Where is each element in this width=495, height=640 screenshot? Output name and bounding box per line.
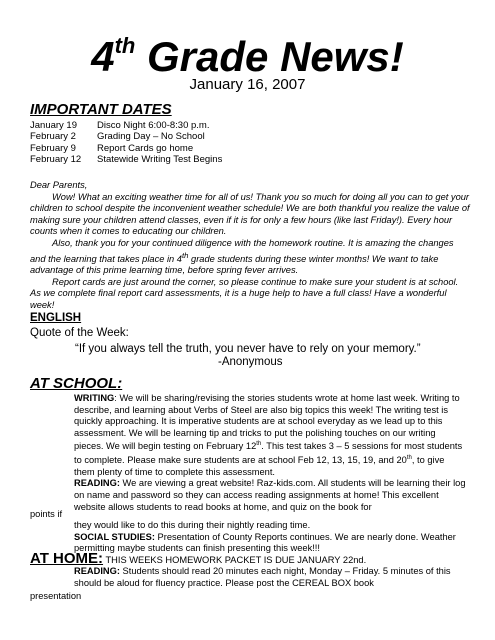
issue-date: January 16, 2007: [189, 76, 306, 93]
reading-text: We are viewing a great website! Raz-kids.com. All students will be learning their log on name and password so they can access reading assignments at home! This excellent website allows students to read books at home, and quiz on the book for: [74, 478, 466, 512]
writing-superscript: th: [406, 455, 412, 462]
title-number: 4: [91, 33, 115, 80]
date-row: [30, 120, 222, 131]
parent-letter: [30, 180, 470, 312]
letter-superscript: th: [181, 250, 189, 260]
social-studies-text: Presentation of County Reports continues. We are nearly done. Weather permitting maybe students can finish presenting this week!!!: [74, 531, 456, 554]
quote-author: -Anonymous: [218, 356, 283, 368]
homework-packet-text: THIS WEEKS HOMEWORK PACKET IS DUE JANUARY 22nd.: [103, 555, 367, 565]
at-home-line: [30, 550, 366, 567]
writing-superscript: th: [256, 441, 262, 448]
event-cell: Grading Day – No School: [97, 131, 205, 143]
date-cell: February 2: [30, 131, 76, 143]
letter-paragraph: Report cards are just around the corner, so please continue to make sure your student is at school. As we complete final report card assessments, it is a huge help to have a full class! Have a wonderful week!: [30, 276, 459, 311]
writing-label: WRITING: [74, 393, 115, 403]
date-cell: February 12: [30, 153, 82, 165]
home-reading-text: Students should read 20 minutes each night, Monday – Friday. 5 minutes of this should be aloud for fluency practice. Please post the CEREAL BOX book: [74, 566, 451, 588]
quote-text: “If you always tell the truth, you never have to rely on your memory.”: [75, 343, 421, 355]
at-school-section: [74, 393, 466, 513]
event-cell: Report Cards go home: [97, 142, 194, 154]
letter-text: Also, thank you for your continued diligence with the homework routine. It is amazing the changes and the learning that takes place in 4: [30, 237, 454, 264]
reading-overflow-text: points if: [30, 509, 63, 519]
writing-text: . This test takes 3 – 5 sessions for most students to complete. Please make sure students are at school Feb 12, 13, 15, 19, and 20: [74, 441, 463, 466]
at-home-section: [74, 566, 466, 589]
presentation-text: presentation: [30, 591, 82, 601]
writing-text: : We will be sharing/revising the stories students wrote at home last week. Writing to describe, and learning about Verbs of Steel are also big topics this week! The writing test is quickly approaching. It is imperative students are at school everyday as we lead up to this assessment. We will be learning tip and tricks to put the polishing touches on our writing pieces. We will begin testing on February 12: [74, 393, 460, 452]
reading-paragraph: [74, 478, 466, 513]
important-dates-list: [30, 120, 222, 165]
newsletter-title: [0, 22, 495, 81]
letter-salutation: Dear Parents,: [30, 180, 88, 190]
writing-text: , to give them plenty of time to complete this assessment.: [74, 455, 445, 477]
letter-paragraph: [30, 238, 470, 277]
letter-text: grade students during these winter months! We want to take advantage of this prime learning time, before spring fever arrives.: [30, 253, 439, 276]
reading-label: READING:: [74, 478, 120, 489]
date-cell: February 9: [30, 142, 76, 154]
writing-paragraph: [74, 393, 466, 478]
date-row: [30, 131, 222, 142]
quote-label: Quote of the Week:: [30, 327, 129, 339]
event-cell: Disco Night 6:00-8:30 p.m.: [97, 120, 210, 131]
reading-continued: they would like to do this during their nightly reading time.: [74, 520, 311, 530]
title-superscript: th: [114, 33, 136, 58]
english-heading: ENGLISH: [30, 312, 82, 324]
social-studies-label: SOCIAL STUDIES:: [74, 531, 155, 542]
at-home-heading: AT HOME:: [30, 550, 104, 567]
letter-paragraph: Wow! What an exciting weather time for all of us! Thank you so much for doing all you can to get your children to school despite the inconvenient weather schedule! We are both thankful you realize the value of making sure your children attend classes, even if it is for only a few hours (like last Friday!). Every hour counts when it comes to educating our children.: [30, 191, 470, 237]
home-reading-label: READING:: [74, 566, 120, 576]
event-cell: Statewide Writing Test Begins: [97, 153, 223, 165]
important-dates-heading: IMPORTANT DATES: [30, 101, 172, 118]
at-school-heading: AT SCHOOL:: [30, 375, 123, 392]
date-row: [30, 143, 222, 154]
date-row: [30, 154, 222, 165]
title-rest: Grade News!: [135, 33, 404, 80]
date-cell: January 19: [30, 120, 78, 131]
home-reading-paragraph: [74, 566, 466, 589]
